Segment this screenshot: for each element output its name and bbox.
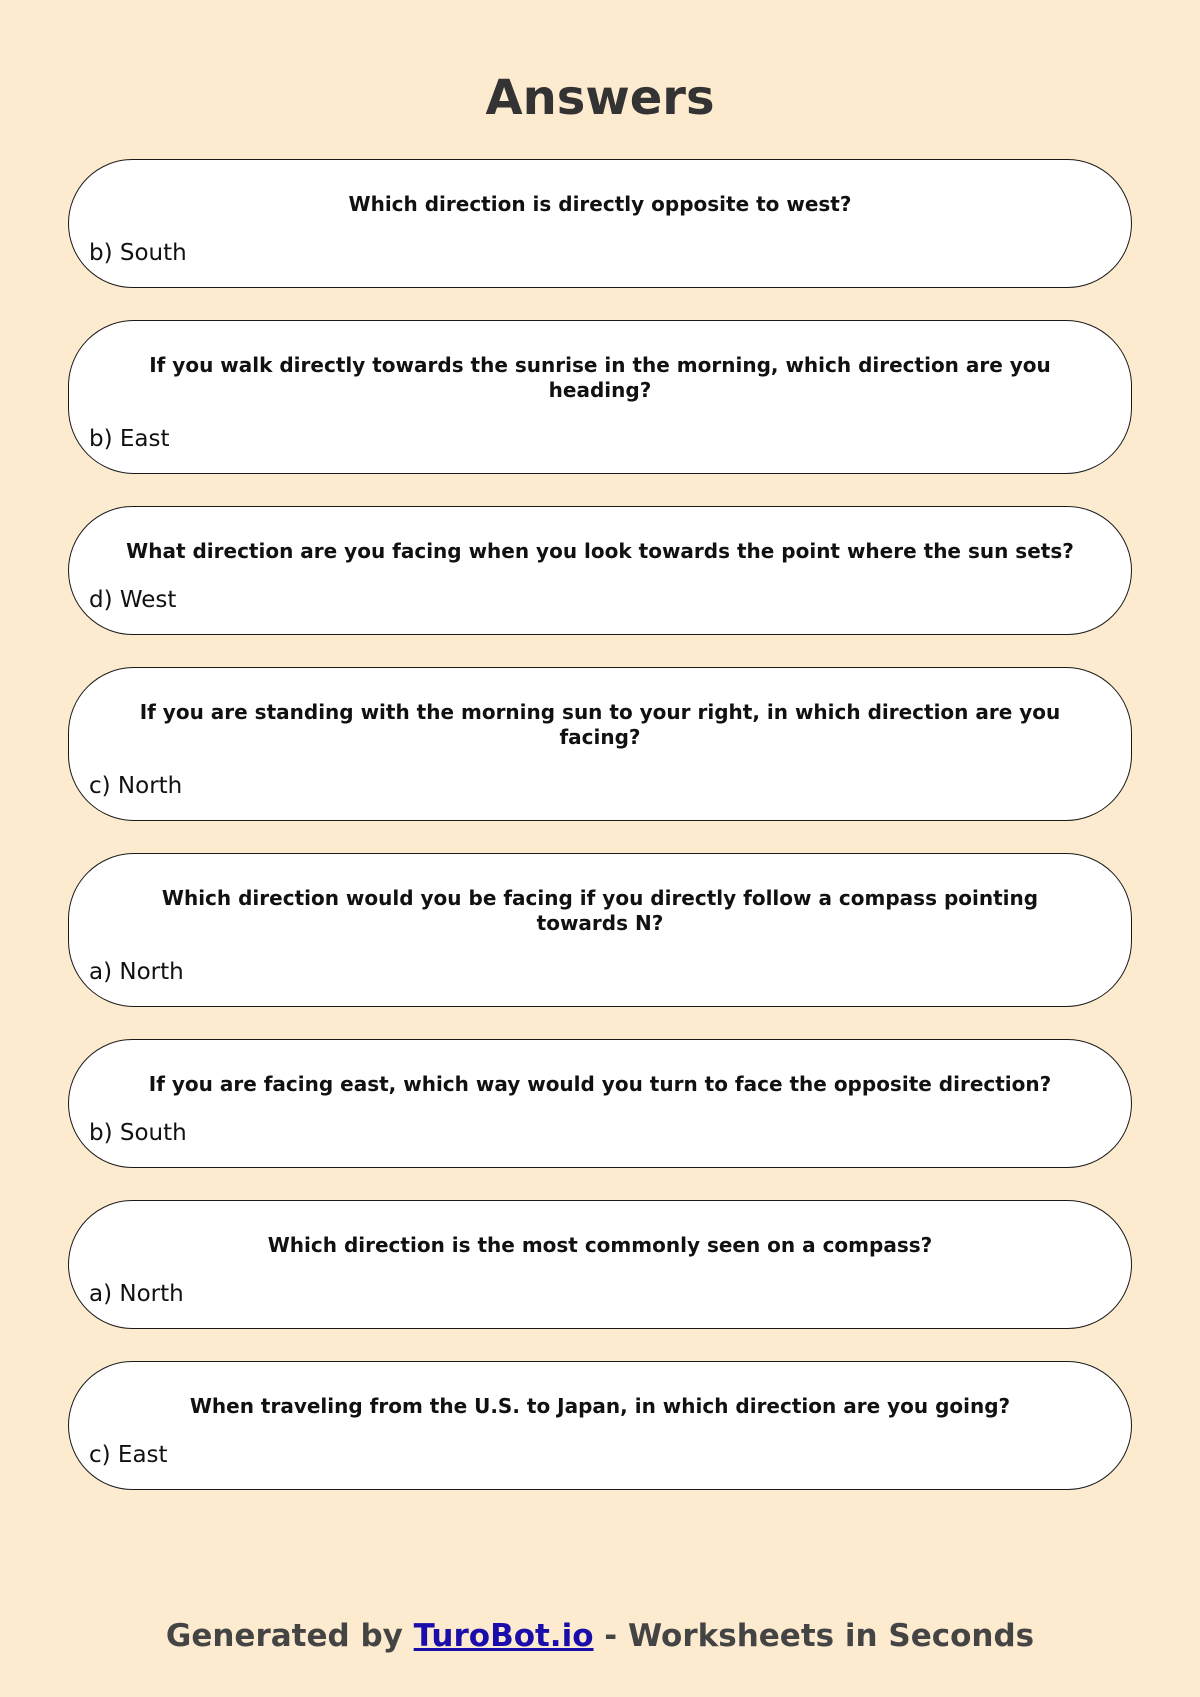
- answer-card-5: [68, 853, 1132, 1007]
- answer-card-3: [68, 506, 1132, 635]
- answer-text: d) West: [89, 587, 177, 613]
- footer-prefix: Generated by: [165, 1618, 414, 1654]
- footer: [0, 1618, 1200, 1654]
- question-text: Which direction is the most commonly seen on a compass?: [267, 1233, 933, 1257]
- answer-card-6: [68, 1039, 1132, 1168]
- answer-text: b) East: [89, 426, 170, 452]
- answer-text: a) North: [89, 1281, 184, 1307]
- answer-text: b) South: [89, 1120, 187, 1146]
- answer-text: b) South: [89, 240, 187, 266]
- question-text: When traveling from the U.S. to Japan, in which direction are you going?: [189, 1394, 1011, 1418]
- question-text: If you walk directly towards the sunrise in the morning, which direction are you heading?: [149, 353, 1051, 402]
- answer-card-4: [68, 667, 1132, 821]
- answer-text: a) North: [89, 959, 184, 985]
- page-title: Answers: [485, 70, 715, 126]
- question-text: If you are facing east, which way would you turn to face the opposite direction?: [148, 1072, 1052, 1096]
- question-text: What direction are you facing when you look towards the point where the sun sets?: [126, 539, 1074, 563]
- question-text: Which direction is directly opposite to west?: [348, 192, 852, 216]
- answer-card-1: [68, 159, 1132, 288]
- answer-card-2: [68, 320, 1132, 474]
- question-text: If you are standing with the morning sun to your right, in which direction are you facing?: [139, 700, 1061, 749]
- answer-card-7: [68, 1200, 1132, 1329]
- answer-text: c) East: [89, 1442, 168, 1468]
- footer-suffix: - Worksheets in Seconds: [593, 1618, 1035, 1654]
- question-text: Which direction would you be facing if you directly follow a compass pointing towards N?: [161, 886, 1039, 935]
- turobot-link[interactable]: TuroBot.io: [413, 1618, 594, 1654]
- answers-list: [68, 159, 1132, 1522]
- answer-card-8: [68, 1361, 1132, 1490]
- answer-text: c) North: [89, 773, 183, 799]
